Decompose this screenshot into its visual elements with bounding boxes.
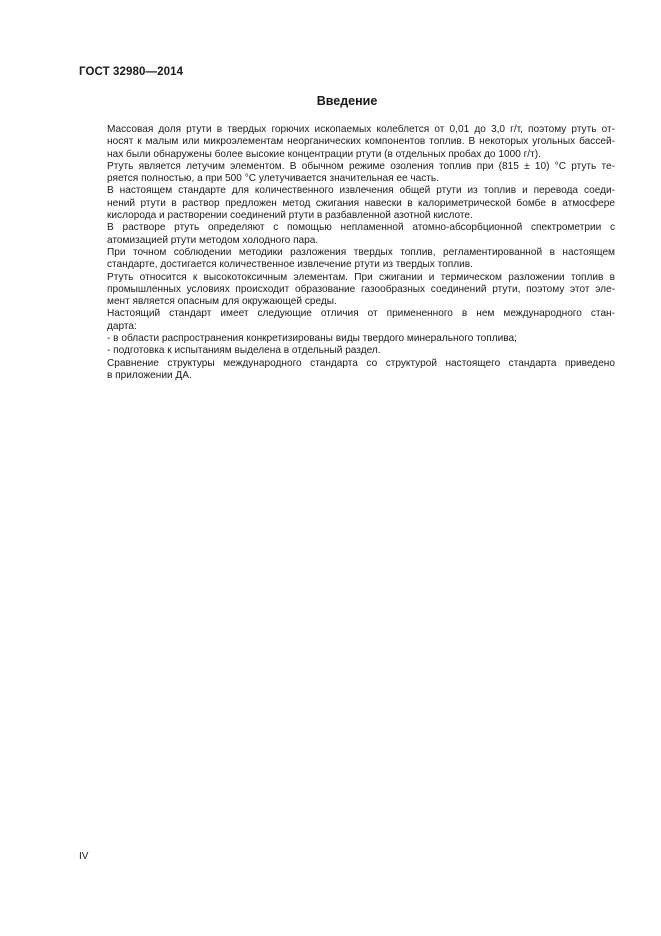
text-line: В настоящем стандарте для количественного извлечения общей ртути из топлив и перевода соеди- [107, 185, 615, 197]
paragraph-5 [79, 247, 615, 272]
list-item: - подготовка к испытаниям выделена в отдельный раздел. [107, 345, 381, 357]
text-line: кислорода и растворении соединений ртути в разбавленной азотной кислоте. [107, 210, 473, 222]
text-line: В растворе ртуть определяют с помощью непламенной атомно-абсорбционной спектрометрии с [107, 222, 615, 234]
text-line: носят к малым или микроэлементам неорганических компонентов топлив. В некоторых угольных бассей- [107, 136, 615, 148]
document-body [79, 124, 615, 382]
text-line: Ртуть относится к высокотоксичным элементам. При сжигании и термическом разложении топлив в [107, 271, 615, 283]
paragraph-2 [79, 161, 615, 186]
text-line: При точном соблюдении методики разложения твердых топлив, регламентированной в настоящем [107, 246, 615, 258]
paragraph-3 [79, 185, 615, 222]
text-line: Ртуть является летучим элементом. В обычном режиме озоления топлив при (815 ± 10) °С ртуть те- [107, 160, 615, 172]
paragraph-4 [79, 222, 615, 247]
document-code: ГОСТ 32980—2014 [79, 66, 184, 78]
paragraph-closing [79, 358, 615, 383]
section-title: Введение [316, 94, 378, 108]
text-line: Настоящий стандарт имеет следующие отличия от примененного в нем международного стан- [107, 308, 615, 320]
text-line: мент является опасным для окружающей среды. [107, 296, 337, 308]
page-number: IV [79, 851, 89, 862]
text-line: Сравнение структуры международного стандарта со структурой настоящего стандарта приведено [107, 357, 615, 369]
text-line: ряется полностью, а при 500 °С улетучивается значительная ее часть. [107, 173, 439, 185]
text-line: стандарте, достигается количественное извлечение ртути из твердых топлив. [107, 259, 473, 271]
text-line: дарта: [107, 320, 137, 332]
text-line: нах были обнаружены более высокие концентрации ртути (в отдельных пробах до 1000 г/т). [107, 148, 541, 160]
paragraph-7 [79, 308, 615, 333]
paragraph-6 [79, 272, 615, 309]
text-line: в приложении ДА. [107, 369, 192, 381]
text-line: атомизацией ртути методом холодного пара. [107, 234, 319, 246]
list-item: - в области распространения конкретизированы виды твердого минерального топлива; [107, 333, 517, 345]
text-line: нений ртути в раствор предложен метод сжигания навески в калориметрической бомбе в атмосфере [107, 197, 615, 209]
paragraph-1 [79, 124, 615, 161]
text-line: промышленных условиях происходит образование газообразных соединений ртути, поэтому этот эле- [107, 283, 615, 295]
text-line: Массовая доля ртути в твердых горючих ископаемых колеблется от 0,01 до 3,0 г/т, поэтому ртуть от- [107, 124, 615, 135]
